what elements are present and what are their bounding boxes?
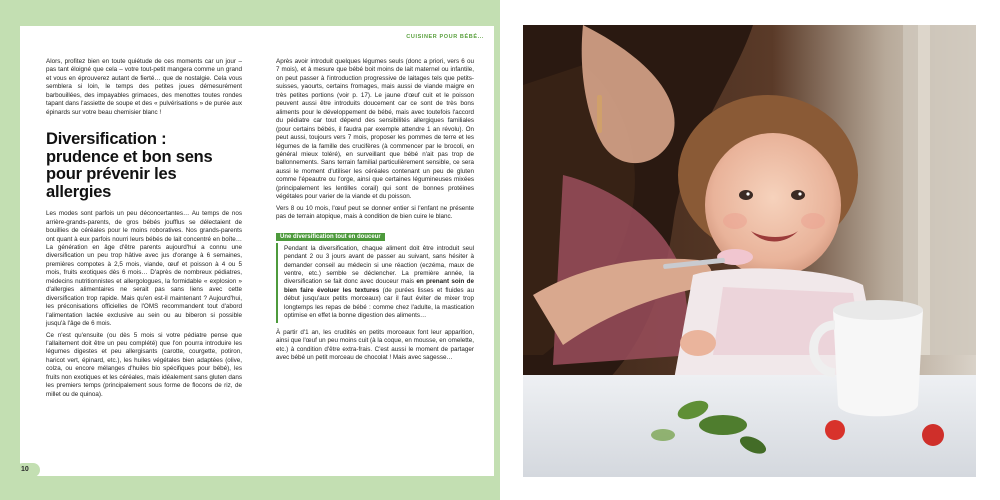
box-text-part: (de purées lisses et fluides au début jusqu'aux petits morceaux) car il faut éviter de mixer trop longtemps les repas de bébé : comme chez l'adulte, la mastication optimise en effet la bonne digestion des aliments… <box>284 286 474 320</box>
section-heading: Diversification : prudence et bon sens pour prévenir les allergies <box>46 130 213 201</box>
page-number: 10 <box>16 463 40 477</box>
right-page <box>500 0 1000 500</box>
info-box <box>276 243 474 323</box>
column-right <box>276 58 474 366</box>
box-title: Une diversification tout en douceur <box>276 233 385 241</box>
paragraph: Ce n'est qu'ensuite (ou dès 5 mois si votre pédiatre pense que l'allaitement doit être un peu complété) que l'on pourra introduire les légumes digestes et peu allergisants (carotte, courgette, potiron, haricot vert, épinard, etc.), les huiles végétales bien adaptées (olive, colza, ou encore mélanges d'huiles bio spécifiques pour bébé), les fruits non exotiques et les céréales, mais idéalement sans gluten dans les premiers temps (principalement sous forme de flocons de riz, de millet ou de quinoa). <box>46 331 242 398</box>
paragraph: Les modes sont parfois un peu déconcertantes… Au temps de nos arrière-grands-parents, de gros bébés joufflus se délectaient de bouillies de céréales pour le moins roboratives. Nos grands-parents ont quant à eux parfois nourri leurs bébés de lait concentré en boîte… La génération en âge d'être parents aujourd'hui a connu une diversification un peu trop hâtive avec jus d'orange à 6 semaines, premières compotes à 2,5 mois, viande, œuf et poisson à 4 ou 5 mois, fruits exotiques dès 6 mois… D'après de nombreux pédiatres, médecins nutritionnistes et allergologues, la formidable « explosion » d'allergies alimentaires ne serait pas sans liens avec cette diversification trop rapide. Mais qu'en est-il maintenant ? Aujourd'hui, les préconisations officielles de l'OMS recommandent tout d'abord l'alimentation lactée exclusive au sein ou au biberon si possible jusqu'à l'âge de 6 mois. <box>46 210 242 328</box>
box-text-part: Pendant la diversification, chaque aliment doit être introduit seul pendant 2 ou 3 jours avant de passer au suivant, sans hésiter à demander conseil au médecin si une réaction (eczéma, maux de ventre, etc.) semble se déclencher. La première année, la diversification se fait donc avec douceur mais <box>284 244 474 286</box>
column-left <box>46 58 242 402</box>
photo-illustration <box>523 25 976 477</box>
intro-paragraph: Alors, profitez bien en toute quiétude de ces moments car un jour – pas tant éloigné que cela – votre tout-petit mangera comme un grand et vous en éprouverez autant de fierté… que de nostalgie. Cela vous semblera si loin, le temps des petites joues démesurément barbouillées, des impayables grimaces, des menottes toutes rondes tapant dans l'assiette de soupe et des « pulvérisations » de purée aux épinards sur votre beau chemisier blanc ! <box>46 58 242 116</box>
paragraph: Après avoir introduit quelques légumes seuls (donc a priori, vers 6 ou 7 mois), et à mesure que bébé boit moins de lait maternel ou infantile, on peut passer à l'introduction progressive de laitages tels que petits-suisses, yaourts, certains fromages, mais aussi de viande maigre en très petites portions (voir p. 17). Le jaune d'œuf cuit et le poisson peuvent aussi être introduits doucement car ce sont de très bons aliments pour le développement de bébé, mais avec toutefois l'accord du pédiatre car tout dépend des sensibilités allergiques familiales (pour certains bébés, il faudra par exemple attendre 1 an révolu). On peut aussi, toujours vers 7 mois, proposer les pommes de terre et les légumes de la famille des crucifères (à commencer par le brocoli, en général mieux toléré), en surveillant que bébé n'ait pas trop de ballonnements. Sans terrain familial particulièrement sensible, ce sera aussi le moment d'utiliser les céréales contenant un peu de gluten comme l'épeautre ou l'orge, ainsi que certaines légumineuses mixées (principalement les lentilles corail) qui sont de bonnes protéines végétales pour varier de la viande et du poisson. <box>276 58 474 201</box>
text-page <box>20 26 494 476</box>
box-text-bold: en prenant soin de bien faire évoluer les textures <box>284 278 475 294</box>
running-head: CUISINER POUR BÉBÉ... <box>406 34 484 40</box>
paragraph: Vers 8 ou 10 mois, l'œuf peut se donner entier si l'enfant ne présente pas de terrain atopique, mais à condition de bien cuire le blanc. <box>276 204 474 221</box>
box-text <box>284 245 474 321</box>
baby-eating-photo <box>523 25 976 477</box>
paragraph: À partir d'1 an, les crudités en petits morceaux font leur apparition, ainsi que l'œuf un peu moins cuit (à la coque, en mousse, en omelette, etc.) à condition d'être extra-frais. C'est aussi le moment de partager avec bébé un petit morceau de chocolat ! Mais avec sagesse… <box>276 328 474 362</box>
